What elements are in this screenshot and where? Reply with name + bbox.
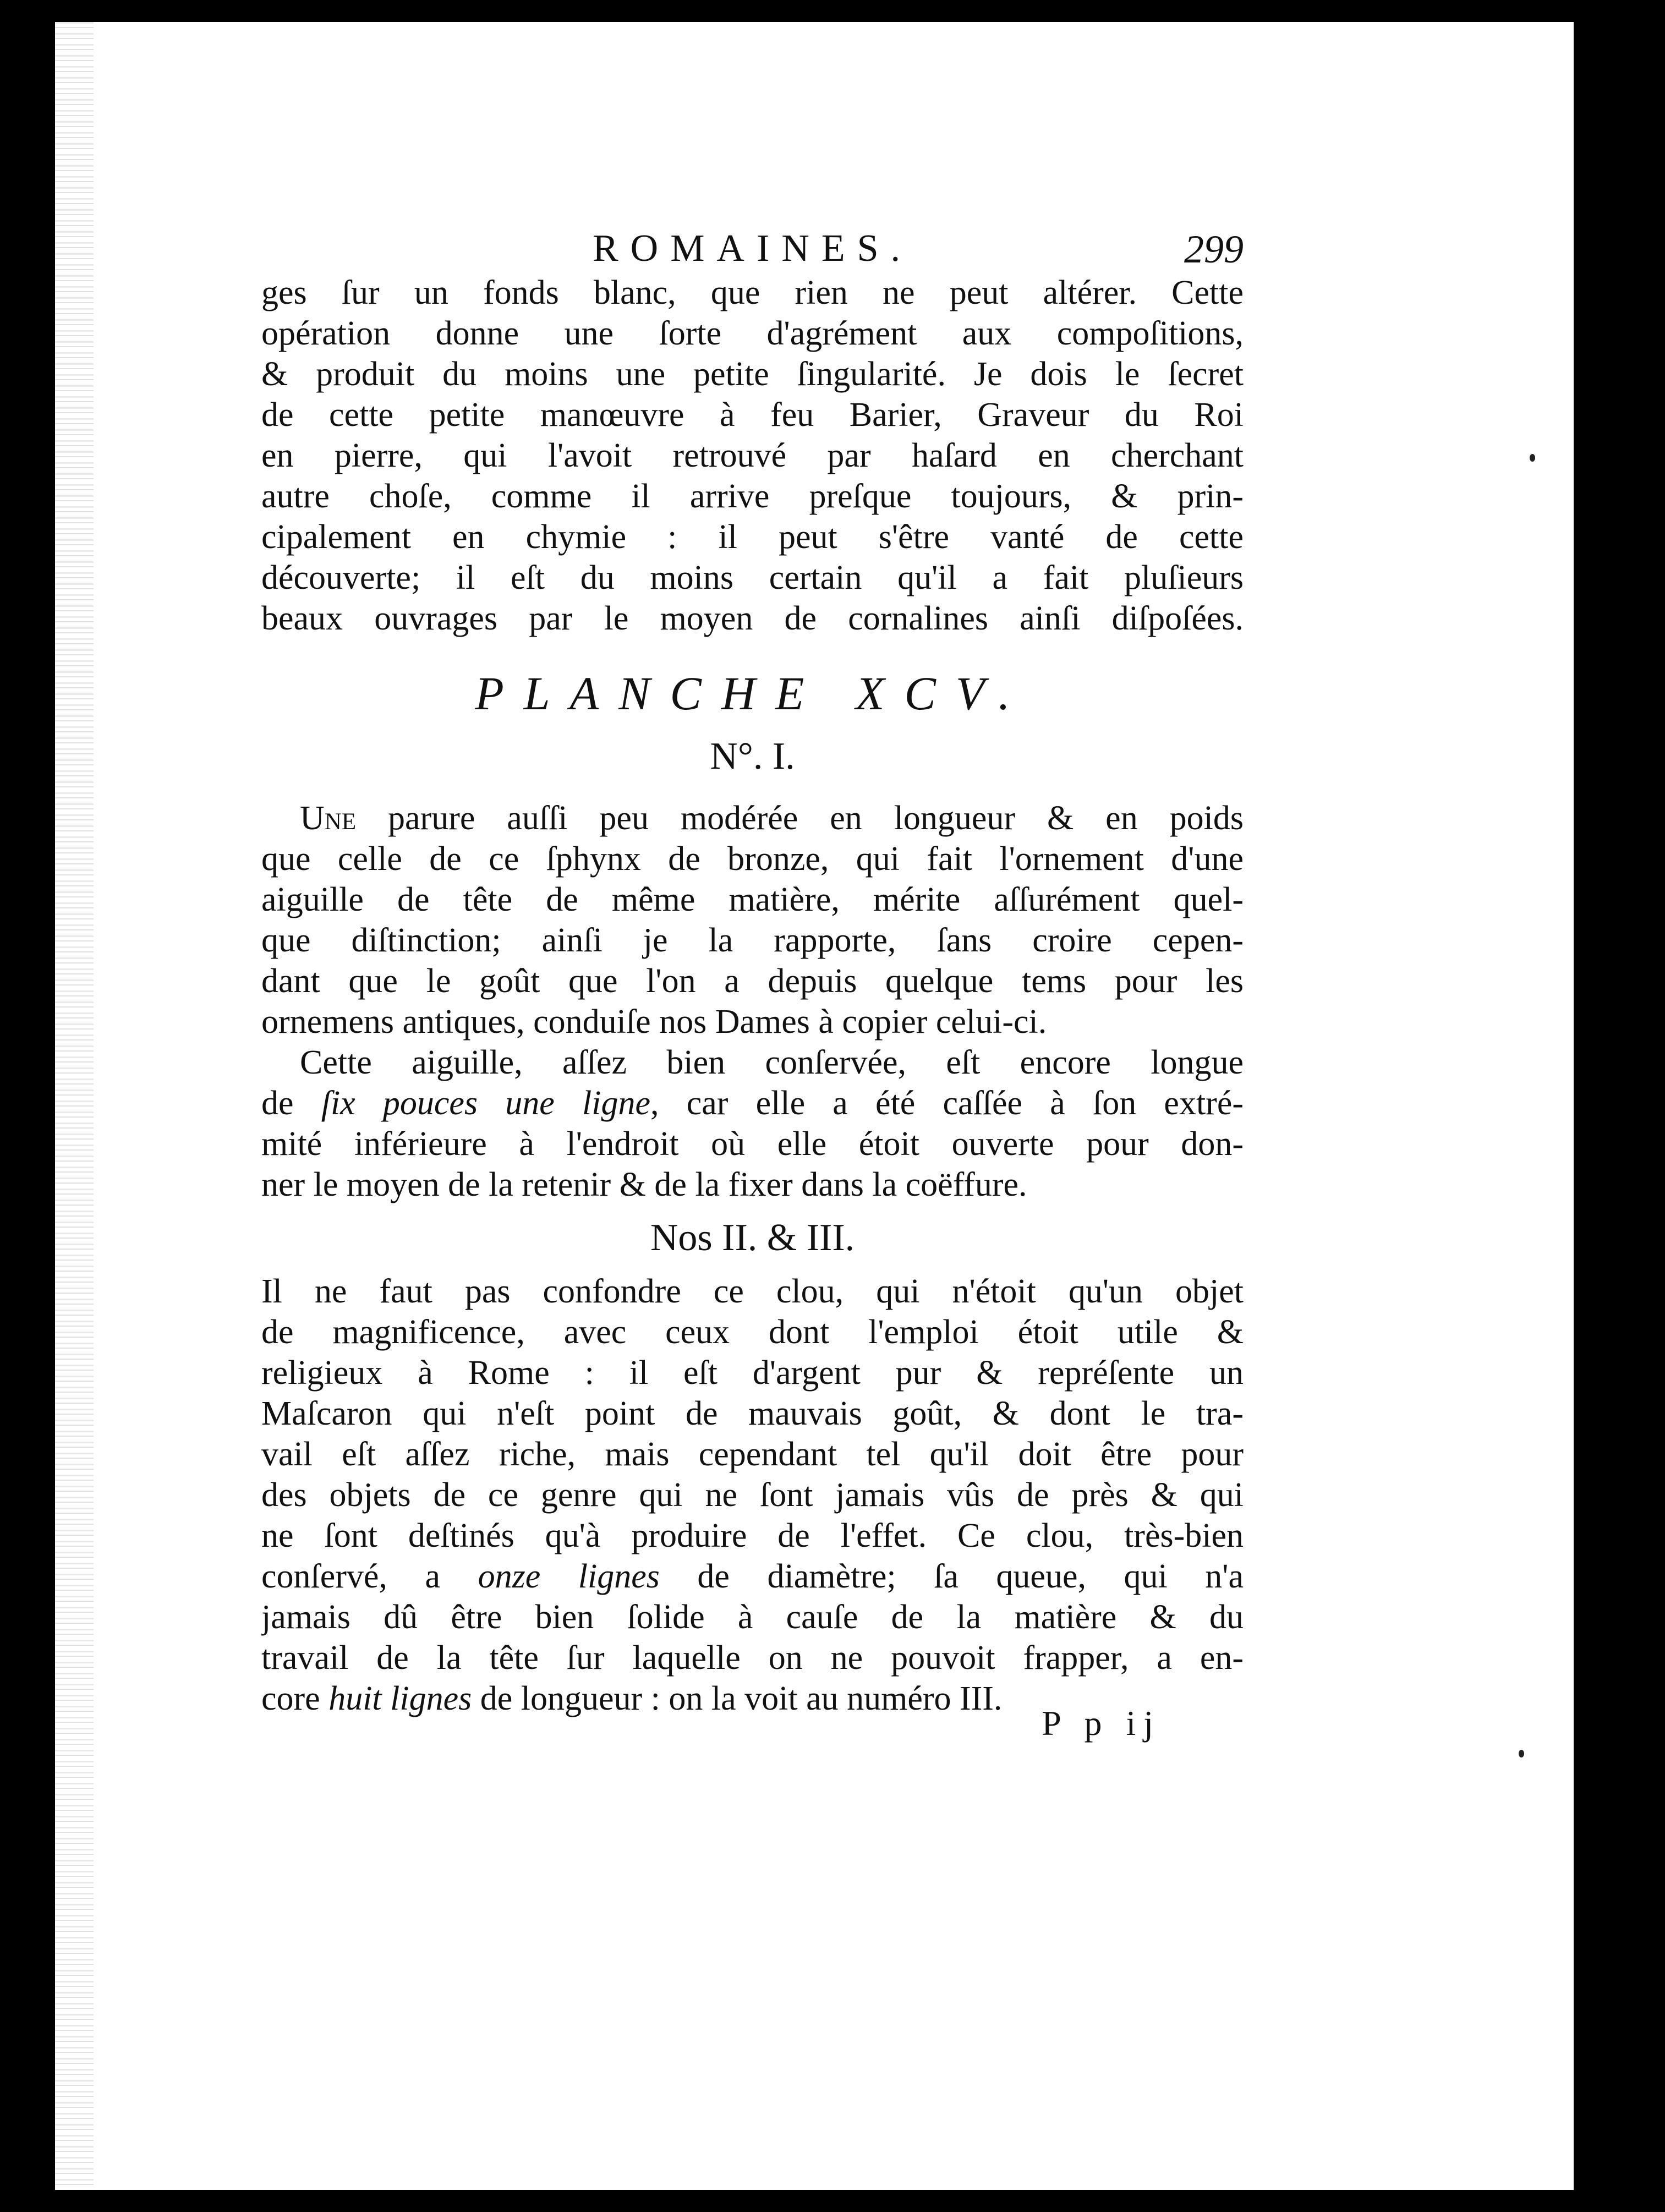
ink-speck xyxy=(1530,454,1535,462)
lead-word: Une xyxy=(300,800,357,837)
text-line: des objets de ce genre qui ne ſont jamais vûs de près & qui xyxy=(261,1476,1244,1514)
text-line: que celle de ce ſphynx de bronze, qui fait l'ornement d'une xyxy=(261,840,1244,878)
section-1-text xyxy=(261,798,1244,1205)
text-line: cipalement en chymie : il peut s'être vanté de cette xyxy=(261,518,1244,556)
text-span: core xyxy=(261,1680,329,1717)
text-span: de longueur : on la voit au numéro III. xyxy=(472,1680,1003,1717)
italic-measure: huit lignes xyxy=(328,1680,472,1717)
text-line: beaux ouvrages par le moyen de cornalines ainſi diſpoſées. xyxy=(261,600,1244,637)
page-number: 299 xyxy=(1184,227,1244,271)
text-line: autre choſe, comme il arrive preſque toujours, & prin- xyxy=(261,478,1244,515)
text-span: , car elle a été caſſée à ſon extré- xyxy=(650,1085,1244,1122)
ink-speck xyxy=(1519,1750,1524,1757)
running-head xyxy=(261,227,1244,276)
italic-measure: onze lignes xyxy=(478,1558,660,1595)
text-line: vail eſt aſſez riche, mais cependant tel qu'il doit être pour xyxy=(261,1436,1244,1473)
text-line: ner le moyen de la retenir & de la fixer dans la coëffure. xyxy=(261,1166,1027,1203)
text-line: que diſtinction; ainſi je la rapporte, ſans croire cepen- xyxy=(261,922,1244,959)
text-line: découverte; il eſt du moins certain qu'il a fait pluſieurs xyxy=(261,559,1244,596)
text-line: & produit du moins une petite ſingularité. Je dois le ſecret xyxy=(261,355,1244,393)
text-line: Il ne faut pas confondre ce clou, qui n'étoit qu'un objet xyxy=(261,1273,1244,1310)
plate-title: PLANCHE XCV. xyxy=(475,667,1030,720)
section-heading-1: N°. I. xyxy=(710,735,795,778)
text-line: ne ſont deſtinés qu'à produire de l'effet. Ce clou, très-bien xyxy=(261,1517,1244,1554)
text-line xyxy=(261,798,1244,839)
text-line: de magnificence, avec ceux dont l'emploi étoit utile & xyxy=(261,1313,1244,1351)
text-line: ges ſur un fonds blanc, que rien ne peut altérer. Cette xyxy=(261,274,1244,311)
text-line: de cette petite manœuvre à feu Barier, Graveur du Roi xyxy=(261,396,1244,434)
running-title: ROMAINES. xyxy=(592,227,913,270)
book-page xyxy=(55,22,1574,2190)
text-line: religieux à Rome : il eſt d'argent pur & repréſente un xyxy=(261,1354,1244,1392)
text-line: dant que le goût que l'on a depuis quelque tems pour les xyxy=(261,962,1244,1000)
continued-paragraph xyxy=(261,272,1244,639)
text-line xyxy=(261,1083,1244,1124)
text-span: de xyxy=(261,1085,321,1122)
italic-measure: ſix pouces une ligne xyxy=(321,1085,650,1122)
section-2-text xyxy=(261,1271,1244,1719)
text-line: jamais dû être bien ſolide à cauſe de la matière & du xyxy=(261,1598,1244,1636)
text-line: travail de la tête ſur laquelle on ne pouvoit frapper, a en- xyxy=(261,1639,1244,1677)
text-line: opération donne une ſorte d'agrément aux compoſitions, xyxy=(261,315,1244,352)
text-line: mité inférieure à l'endroit où elle étoit ouverte pour don- xyxy=(261,1125,1244,1163)
signature-mark: P p ij xyxy=(1042,1704,1161,1743)
text-span: parure auſſi peu modérée en longueur & en poids xyxy=(356,800,1244,837)
text-line: Cette aiguille, aſſez bien conſervée, eſt encore longue xyxy=(300,1044,1244,1081)
text-span: de diamètre; ſa queue, qui n'a xyxy=(659,1558,1244,1595)
text-span: conſervé, a xyxy=(261,1558,478,1595)
section-heading-2: Nos II. & III. xyxy=(650,1217,855,1259)
text-line: Maſcaron qui n'eſt point de mauvais goût, & dont le tra- xyxy=(261,1395,1244,1432)
text-line: ornemens antiques, conduiſe nos Dames à copier celui-ci. xyxy=(261,1003,1047,1041)
text-line: aiguille de tête de même matière, mérite aſſurément quel- xyxy=(261,881,1244,918)
text-line xyxy=(261,1556,1244,1597)
text-line: en pierre, qui l'avoit retrouvé par haſard en cherchant xyxy=(261,437,1244,474)
